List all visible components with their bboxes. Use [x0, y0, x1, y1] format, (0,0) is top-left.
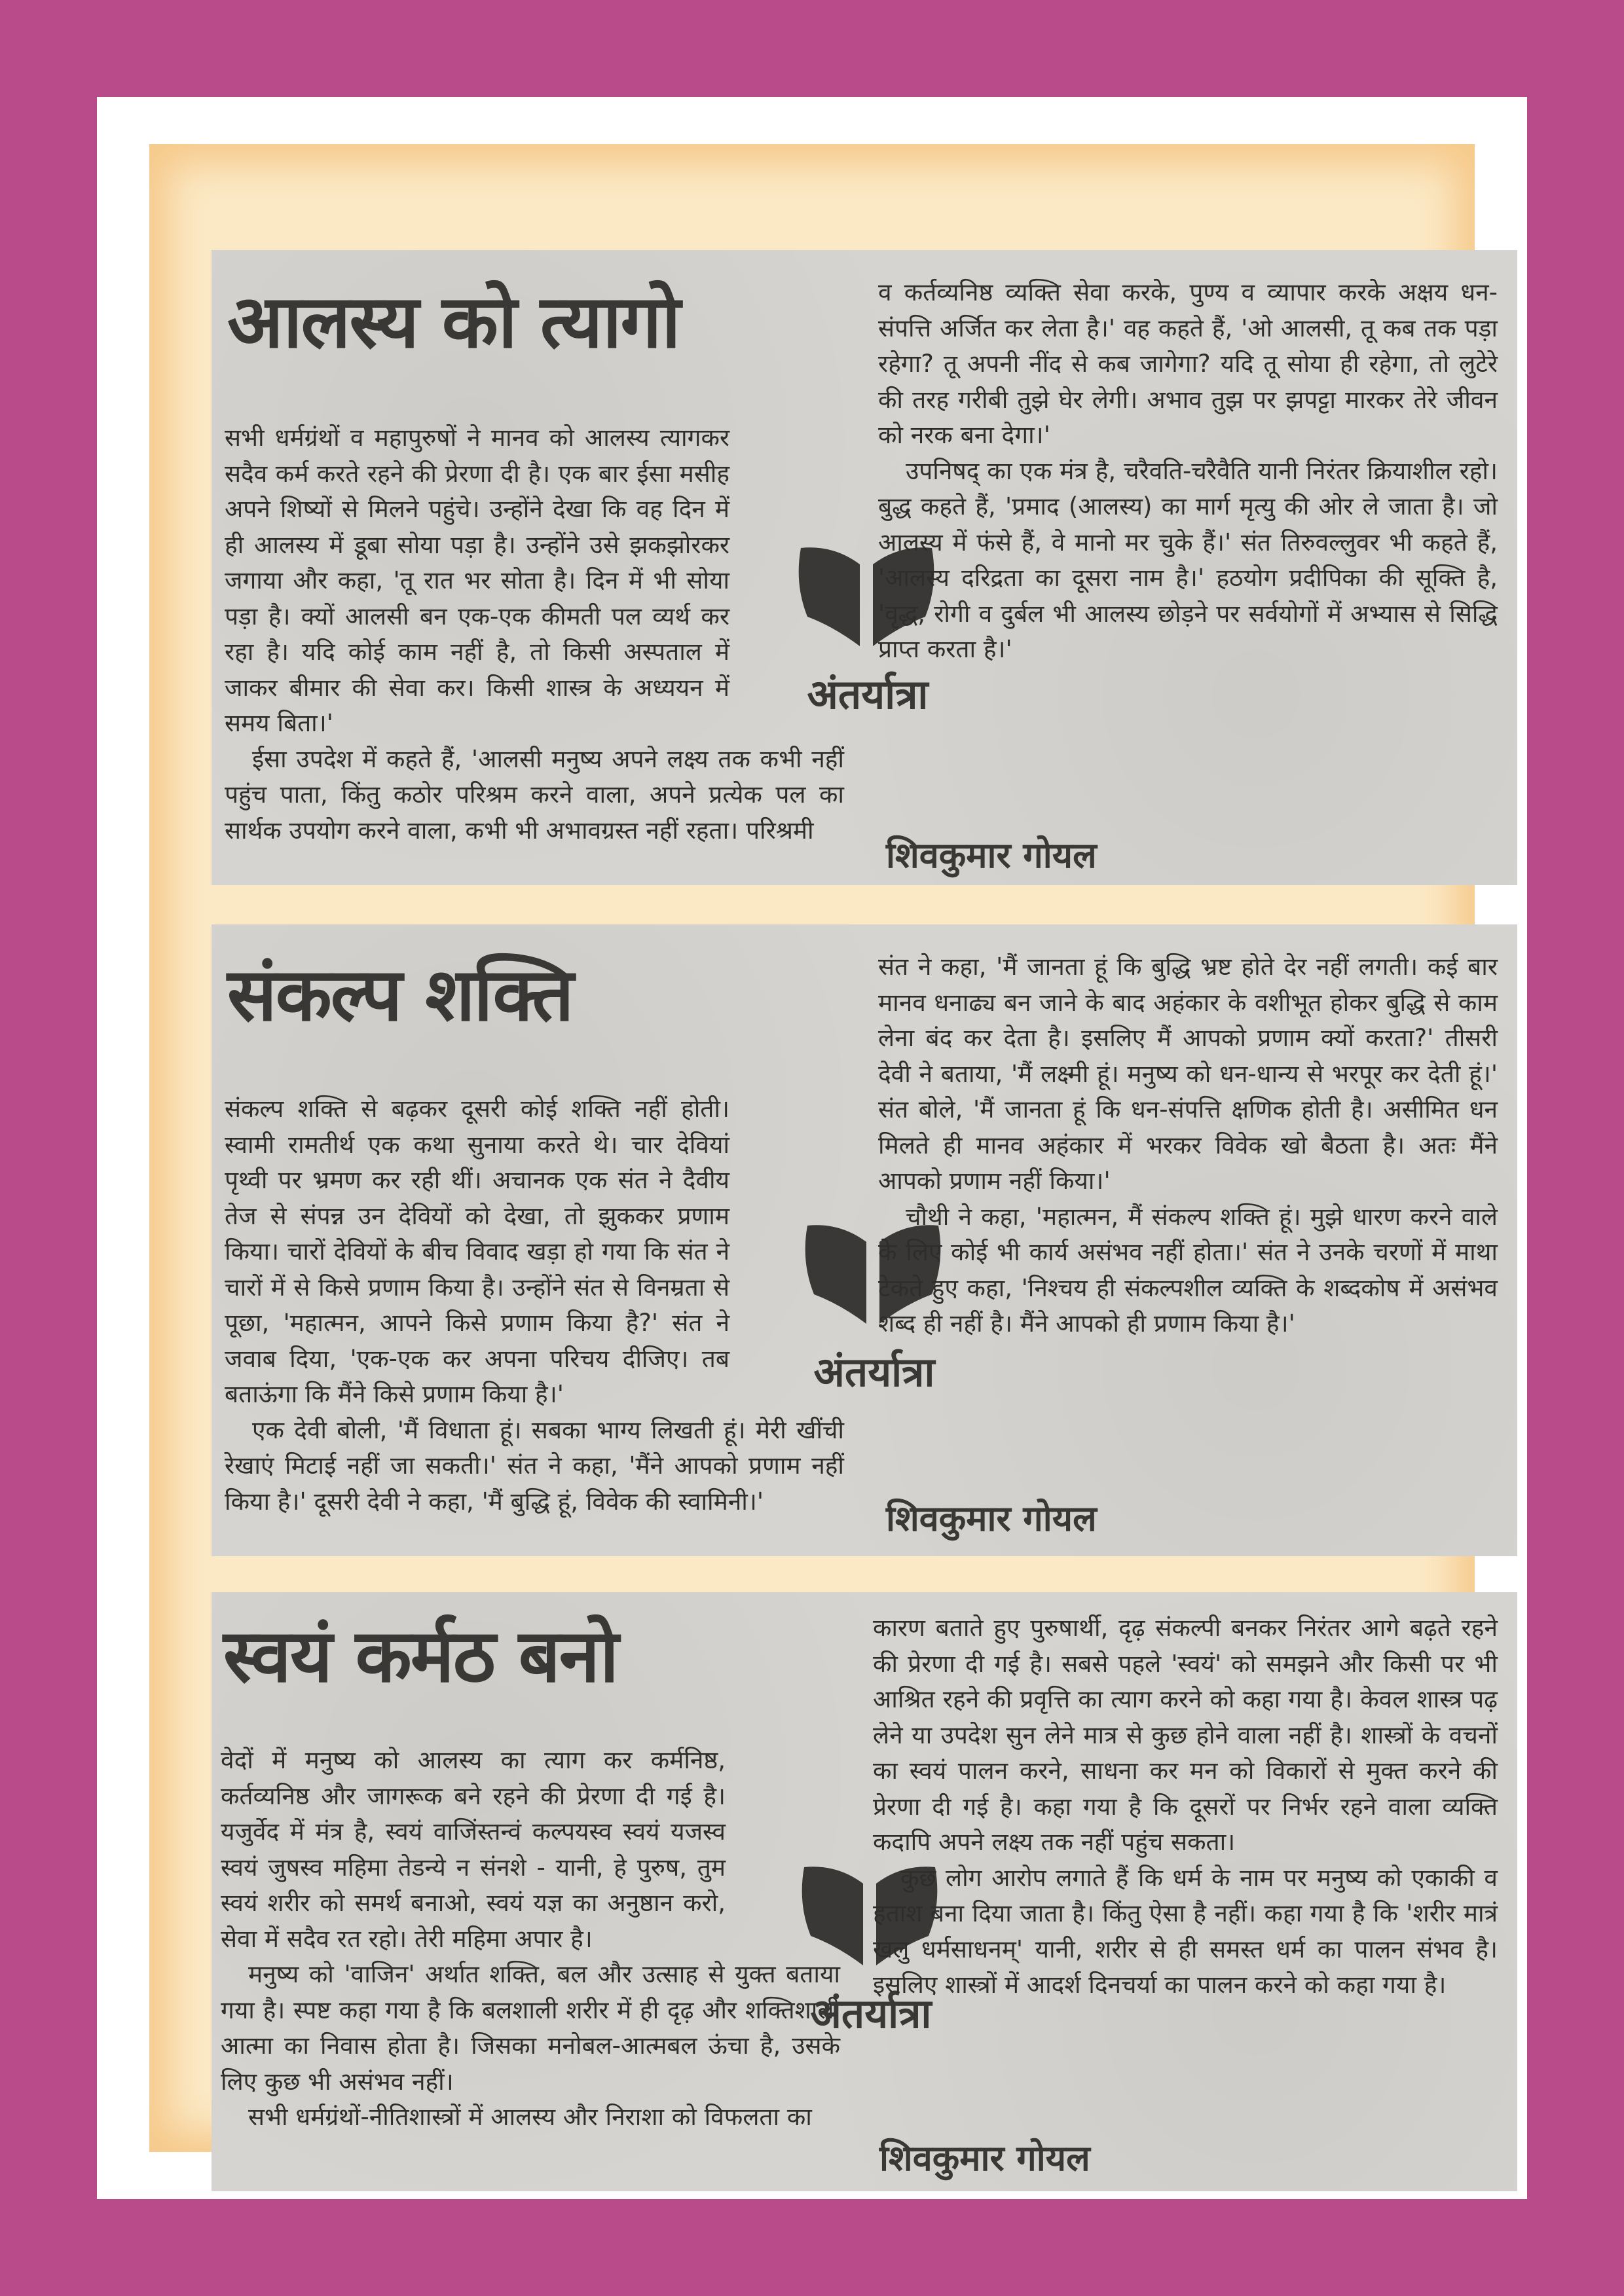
left-column: [221, 1743, 840, 2136]
right-column: [878, 275, 1498, 668]
inner-glow-mat: [149, 144, 1498, 2179]
byline: शिवकुमार गोयल: [886, 1498, 1097, 1539]
byline: शिवकुमार गोयल: [879, 2138, 1090, 2179]
article-clipping-1: [212, 250, 1517, 885]
paragraph: व कर्तव्यनिष्ठ व्यक्ति सेवा करके, पुण्य व व्यापार करके अक्षय धन-संपत्ति अर्जित कर लेता है।' वह कहते हैं, 'ओ आलसी, तू कब तक पड़ा रहेगा? तू अपनी नींद से कब जागेगा? यदि तू सोया ही रहेगा, तो लुटेरे की तरह गरीबी तुझे घेर लेगी। अभाव तुझ पर झपट्टा मारकर तेरे जीवन को नरक बना देगा।': [878, 278, 1498, 449]
logo-text: अंतर्यात्रा: [810, 1990, 932, 2037]
article-title: स्वयं कर्मठ बनो: [223, 1614, 618, 1699]
paragraph: संत ने कहा, 'मैं जानता हूं कि बुद्धि भ्रष्ट होते देर नहीं लगती। कई बार मानव धनाढ्य बन जाने के बाद अहंकार के वशीभूत होकर बुद्धि से काम लेना बंद कर देता है। इसलिए मैं आपको प्रणाम क्यों करता?' तीसरी देवी ने बताया, 'मैं लक्ष्मी हूं। मनुष्य को धन-धान्य से भरपूर कर देती हूं।' संत बोले, 'मैं जानता हूं कि धन-संपत्ति क्षणिक होती है। असीमित धन मिलते ही मानव अहंकार में भरकर विवेक खो बैठता है। अतः मैंने आपको प्रणाम नहीं किया।': [878, 953, 1498, 1195]
paragraph: चौथी ने कहा, 'महात्मन, मैं संकल्प शक्ति हूं। मुझे धारण करने वाले के लिए कोई भी कार्य असंभव नहीं होता।' संत ने उनके चरणों में माथा टेकते हुए कहा, 'निश्चय ही संकल्पशील व्यक्ति के शब्दकोष में असंभव शब्द ही नहीं है। मैंने आपको ही प्रणाम किया है।': [878, 1202, 1498, 1338]
paragraph: ईसा उपदेश में कहते हैं, 'आलसी मनुष्य अपने लक्ष्य तक कभी नहीं पहुंच पाता, किंतु कठोर परिश्रम करने वाला, अपने प्रत्येक पल का सार्थक उपयोग करने वाला, कभी भी अभावग्रस्त नहीं रहता। परिश्रमी: [225, 744, 844, 845]
paragraph: कारण बताते हुए पुरुषार्थी, दृढ़ संकल्पी बनकर निरंतर आगे बढ़ते रहने की प्रेरणा दी गई है। सबसे पहले 'स्वयं' को समझने और किसी पर भी आश्रित रहने की प्रवृत्ति का त्याग करने को कहा गया है। केवल शास्त्र पढ़ लेने या उपदेश सुन लेने मात्र से कुछ होने वाला नहीं है। शास्त्रों के वचनों का स्वयं पालन करने, साधना कर मन को विकारों से मुक्त करने की प्रेरणा दी गई है। कहा गया है कि दूसरों पर निर्भर रहने वाला व्यक्ति कदापि अपने लक्ष्य तक नहीं पहुंच सकता।: [873, 1614, 1498, 1856]
article-clipping-2: [212, 924, 1517, 1556]
paragraph: मनुष्य को 'वाजिन' अर्थात शक्ति, बल और उत्साह से युक्त बताया गया है। स्पष्ट कहा गया है कि बलशाली शरीर में ही दृढ़ और शक्तिशाली आत्मा का निवास होता है। जिसका मनोबल-आत्मबल ऊंचा है, उसके लिए कुछ भी असंभव नहीं।: [221, 1960, 840, 2096]
paragraph: एक देवी बोली, 'मैं विधाता हूं। सबका भाग्य लिखती हूं। मेरी खींची रेखाएं मिटाई नहीं जा सकती।' संत ने कहा, 'मैंने आपको प्रणाम नहीं किया है।' दूसरी देवी ने कहा, 'मैं बुद्धि हूं, विवेक की स्वामिनी।': [225, 1415, 844, 1516]
left-column: [225, 420, 844, 848]
paragraph: उपनिषद् का एक मंत्र है, चरैवति-चरैवैति यानी निरंतर क्रियाशील रहो। बुद्ध कहते हैं, 'प्रमाद (आलस्य) का मार्ग मृत्यु की ओर ले जाता है। जो आलस्य में फंसे हैं, वे मानो मर चुके हैं।' संत तिरुवल्लुवर भी कहते हैं, 'आलस्य दरिद्रता का दूसरा नाम है।' हठयोग प्रदीपिका की सूक्ति है, 'वृद्ध, रोगी व दुर्बल भी आलस्य छोड़ने पर सर्वयोगों में अभ्यास से सिद्धि प्राप्त करता है।': [878, 456, 1498, 663]
right-column: [873, 1611, 1498, 2003]
byline: शिवकुमार गोयल: [886, 835, 1097, 876]
logo-text: अंतर्यात्रा: [807, 670, 929, 718]
paragraph: कुछ लोग आरोप लगाते हैं कि धर्म के नाम पर मनुष्य को एकाकी व हताश बना दिया जाता है। किंतु ऐसा है नहीं। कहा गया है कि 'शरीर मात्रं खलु धर्मसाधनम्' यानी, शरीर से ही समस्त धर्म का पालन संभव है। इसलिए शास्त्रों में आदर्श दिनचर्या का पालन करने को कहा गया है।: [873, 1863, 1498, 1999]
article-clipping-3: [212, 1592, 1517, 2191]
paragraph: सभी धर्मग्रंथों व महापुरुषों ने मानव को आलस्य त्यागकर सदैव कर्म करते रहने की प्रेरणा दी है। एक बार ईसा मसीह अपने शिष्यों से मिलने पहुंचे। उन्होंने देखा कि वह दिन में ही आलस्य में डूबा सोया पड़ा है। उन्होंने उसे झकझोरकर जगाया और कहा, 'तू रात भर सोता है। दिन में भी सोया पड़ा है। क्यों आलसी बन एक-एक कीमती पल व्यर्थ कर रहा है। यदि कोई काम नहीं है, तो किसी अस्पताल में जाकर बीमार की सेवा कर। किसी शास्त्र के अध्ययन में समय बिता।': [225, 424, 729, 737]
paragraph: संकल्प शक्ति से बढ़कर दूसरी कोई शक्ति नहीं होती। स्वामी रामतीर्थ एक कथा सुनाया करते थे। चार देवियां पृथ्वी पर भ्रमण कर रही थीं। अचानक एक संत ने दैवीय तेज से संपन्न उन देवियों को देखा, तो झुककर प्रणाम किया। चारों देवियों के बीच विवाद खड़ा हो गया कि संत ने चारों में से किसे प्रणाम किया है। उन्होंने संत से विनम्रता से पूछा, 'महात्मन, आपने किसे प्रणाम किया है?' संत ने जवाब दिया, 'एक-एक कर अपना परिचय दीजिए। तब बताऊंगा कि मैंने किसे प्रणाम किया है।': [225, 1095, 729, 1408]
article-title: आलस्य को त्यागो: [227, 280, 680, 365]
paragraph: सभी धर्मग्रंथों-नीतिशास्त्रों में आलस्य और निराशा को विफलता का: [248, 2103, 812, 2131]
right-column: [878, 949, 1498, 1342]
article-title: संकल्प शक्ति: [227, 953, 573, 1038]
logo-text: अंतर्यात्रा: [813, 1348, 935, 1396]
left-column: [225, 1091, 844, 1520]
outer-white-frame: [97, 97, 1527, 2199]
paragraph: वेदों में मनुष्य को आलस्य का त्याग कर कर्मनिष्ठ, कर्तव्यनिष्ठ और जागरूक बने रहने की प्रेरणा दी गई है। यजुर्वेद में मंत्र है, स्वयं वाजिंस्तन्वं कल्पयस्व स्वयं यजस्व स्वयं जुषस्व महिमा तेडन्ये न संनशे - यानी, हे पुरुष, तुम स्वयं शरीर को समर्थ बनाओ, स्वयं यज्ञ का अनुष्ठान करो, सेवा में सदैव रत रहो। तेरी महिमा अपार है।: [221, 1746, 726, 1953]
